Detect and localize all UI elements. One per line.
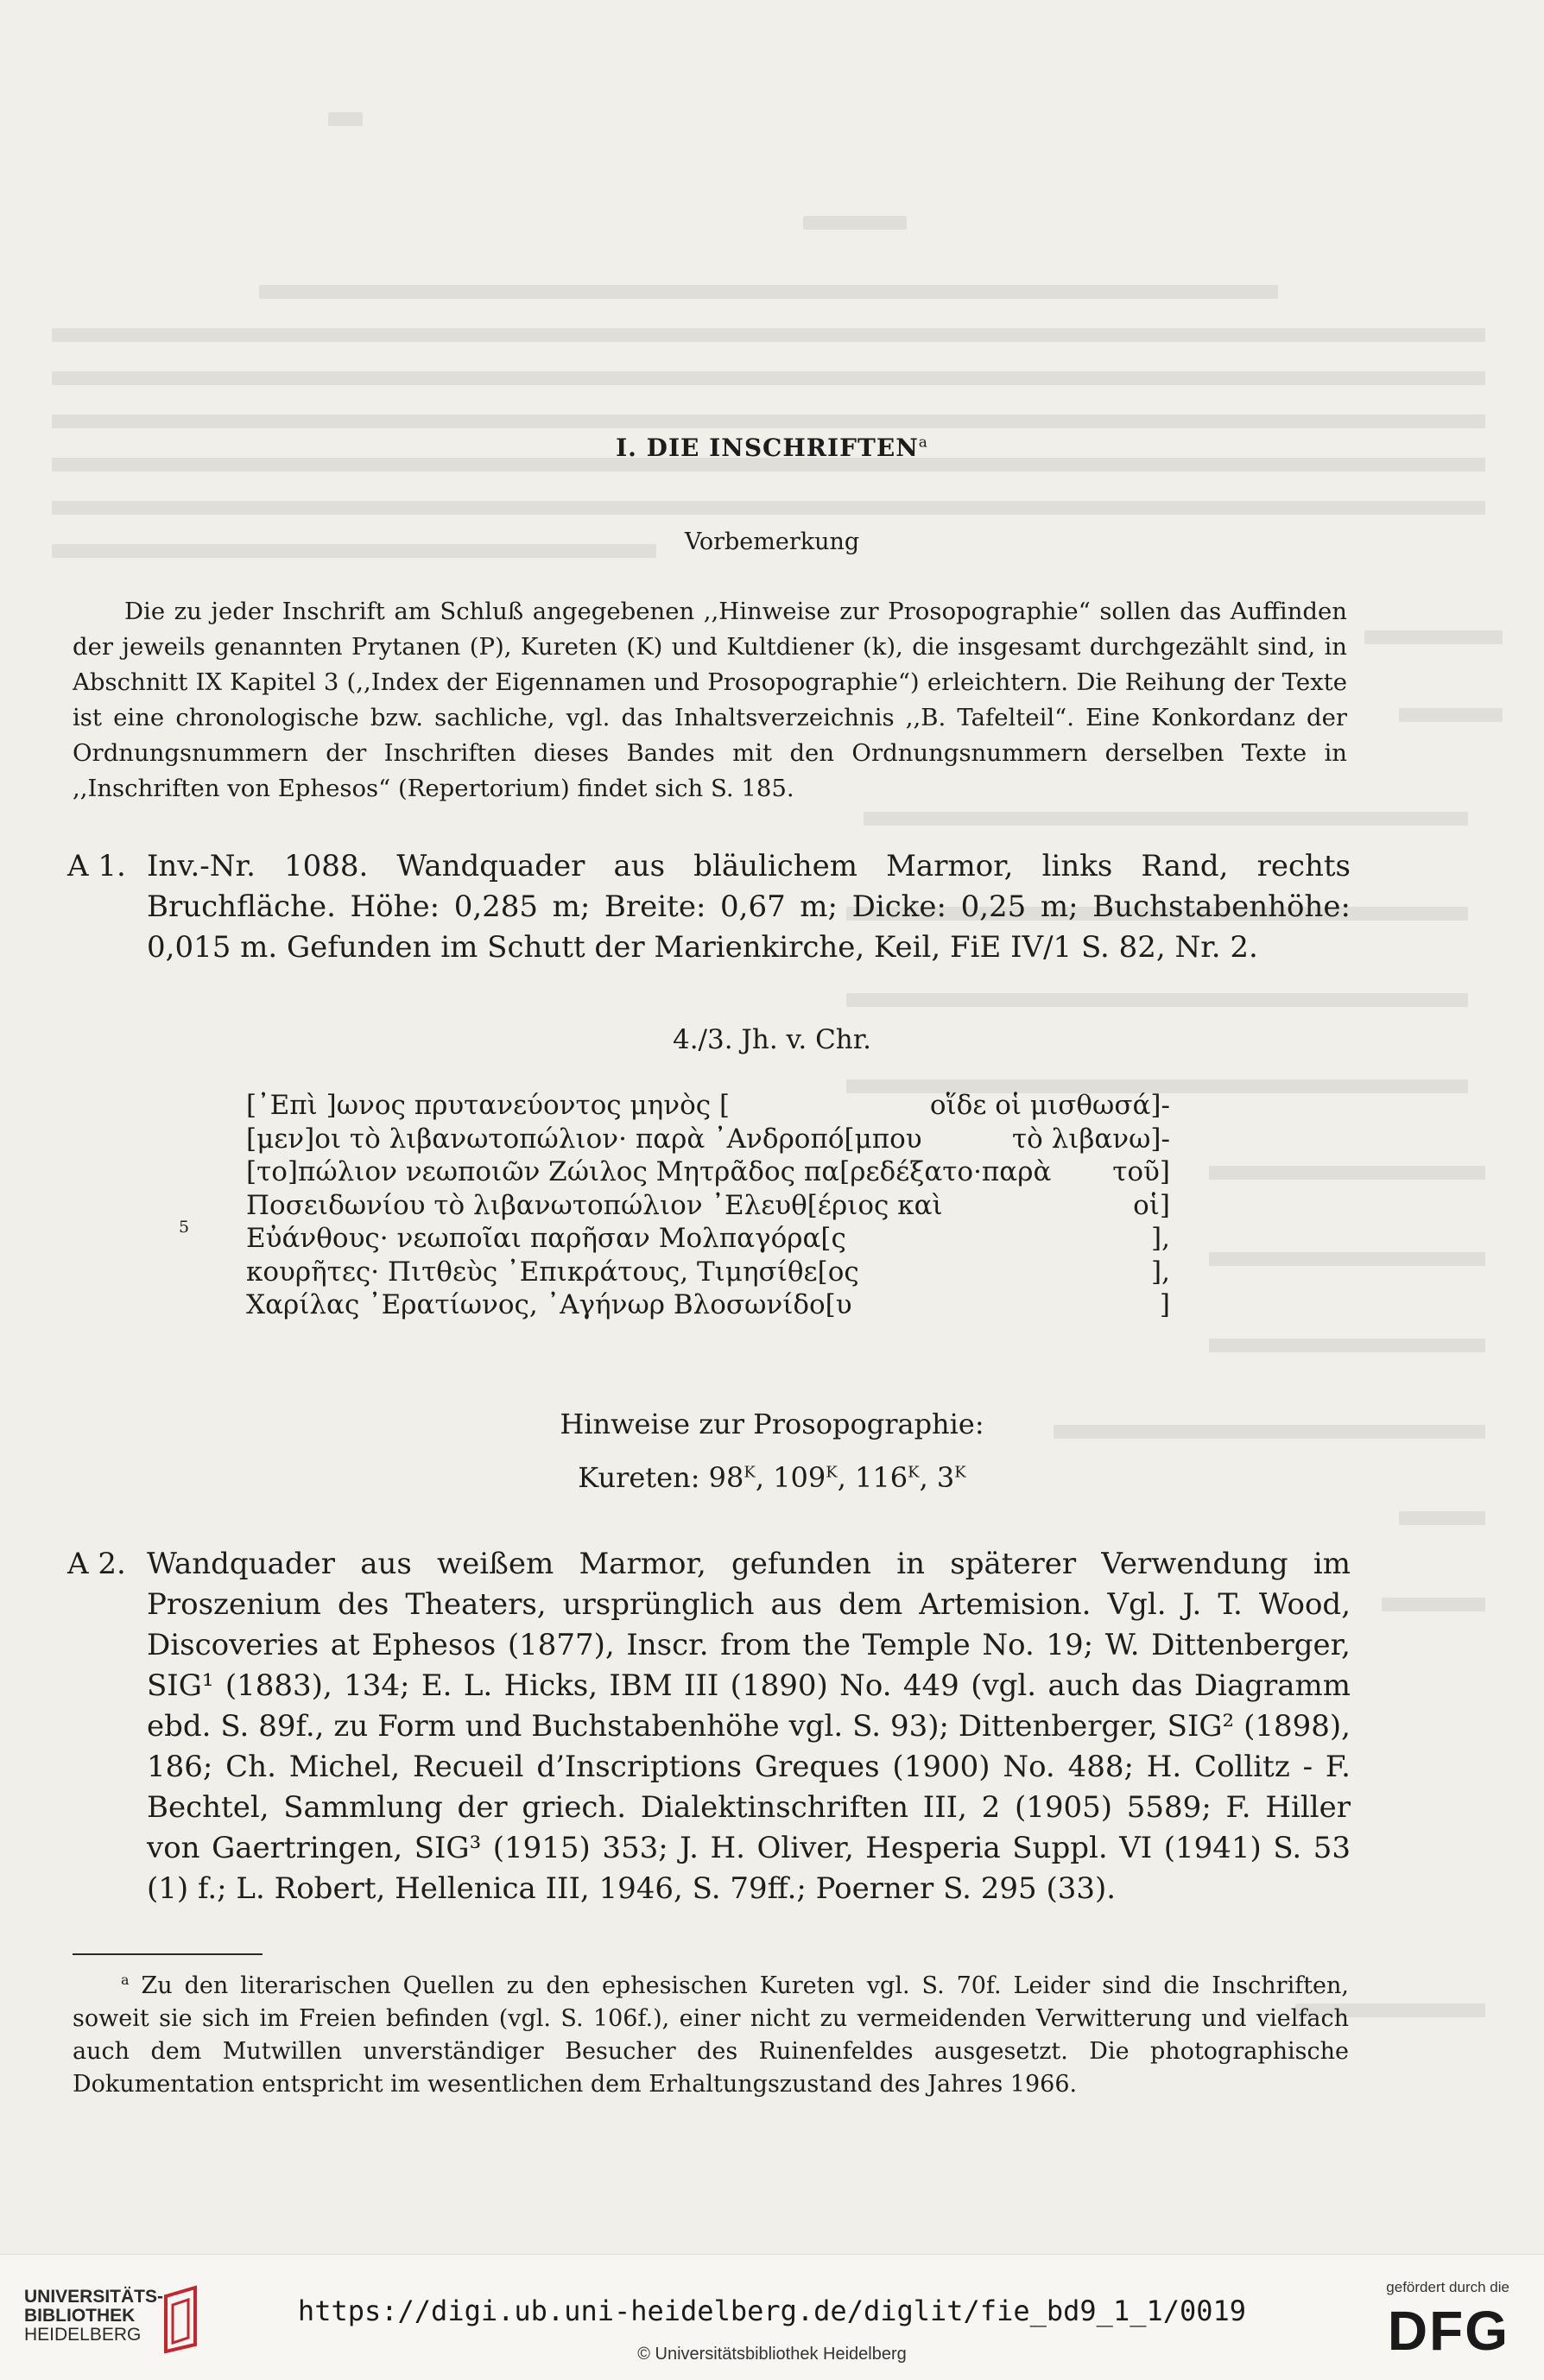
kureten-ref-number: 3 [936, 1461, 955, 1494]
kureten-ref-type: K [954, 1463, 966, 1482]
inscription-line [179, 1218, 1170, 1256]
entry-description: Inv.-Nr. 1088. Wandquader aus bläulichem Marmor, links Rand, rechts Bruchfläche. Höhe: 0,285 m; Breite: 0,67 m; Dicke: 0,25 m; Buchstabenhöhe: 0,015 m. Gefunden im Schutt der Marienkirche, Keil, FiE IV/1 S. 82, Nr. 2. [147, 849, 1351, 965]
kureten-ref-number: 98 [708, 1461, 744, 1494]
inscription-line [246, 1256, 1170, 1290]
footnote-mark: a [121, 1972, 130, 1988]
kureten-ref-type: K [744, 1463, 756, 1482]
inscription-line-right: οἱ] [1133, 1189, 1170, 1221]
inscription-line-left: [᾿Επὶ ]ωνος πρυτανεύοντος μηνὸς [ [246, 1090, 731, 1121]
inscription-line-left: [το]πώλιον νεωποιῶν Ζώιλος Μητρᾶδος πα[ρεδέξατο·παρὰ [246, 1156, 1052, 1187]
kureten-ref-number: 116 [855, 1461, 908, 1494]
permalink-url[interactable]: https://digi.ub.uni-heidelberg.de/diglit/fie_bd9_1_1/0019 [297, 2295, 1247, 2327]
inscription-line-right: τοῦ] [1112, 1156, 1170, 1187]
section-title [0, 434, 1544, 462]
inscription-line [246, 1156, 1170, 1190]
inscription-line-right: ], [1151, 1223, 1170, 1254]
kureten-ref: $116^K$, [855, 1461, 928, 1494]
funding-label: gefördert durch die [1386, 2279, 1509, 2295]
intro-text: Die zu jeder Inschrift am Schluß angegebenen ,,Hinweise zur Prosopographie“ sollen das Auffinden der jeweils genannten Prytanen (P), Kureten (K) und Kultdiener (k), die insgesamt durchgezählt sind, in Abschnitt IX Kapitel 3 (,,Index der Eigennamen und Prosopographie“) erleichtern. Die Reihung der Texte ist eine chronologische bzw. sachliche, vgl. das Inhaltsverzeichnis ,,B. Tafelteil“. Eine Konkordanz der Ordnungsnummern der Inschriften dieses Bandes mit den Ordnungsnummern derselben Texte in ,,Inschriften von Ephesos“ (Repertorium) findet sich S. 185. [73, 598, 1347, 802]
library-name-line2: BIBLIOTHEK [24, 2306, 136, 2326]
copyright-notice: © Universitätsbibliothek Heidelberg [637, 2345, 907, 2364]
section-title-text: I. DIE INSCHRIFTEN [616, 434, 919, 462]
footnote-marker: a [918, 434, 928, 452]
inscription-line [246, 1124, 1170, 1157]
inscription-line-left: Ποσειδωνίου τὸ λιβανωτοπώλιον ᾿Ελευθ[έριος καὶ [246, 1189, 943, 1221]
inscription-line-right: οἵδε οἱ μισθωσά]- [929, 1090, 1170, 1121]
library-name-line3: HEIDELBERG [24, 2325, 142, 2345]
inscription-line-right: ], [1151, 1256, 1170, 1288]
inscription-date: 4./3. Jh. v. Chr. [672, 1024, 872, 1055]
section-subtitle: Vorbemerkung [684, 529, 860, 555]
kureten-label: Kureten: [578, 1461, 700, 1494]
entry-number: A 1. [67, 849, 126, 883]
entry-number: A 2. [67, 1547, 126, 1581]
inscription-line-right: ] [1159, 1289, 1170, 1320]
kureten-ref-type: K [908, 1463, 920, 1482]
inscription-line-left: κουρῆτες· Πιτθεὺς ᾿Επικράτους, Τιμησίθε[ος [246, 1256, 859, 1288]
kureten-ref [928, 1461, 966, 1494]
intro-paragraph [73, 594, 1347, 807]
entry-description: Wandquader aus weißem Marmor, gefunden in späterer Verwendung im Proszenium des Theaters, ursprünglich aus dem Artemision. Vgl. J. T. Wood, Discoveries at Ephesos (1877), Inscr. from the Temple No. 19; W. Dittenberger, SIG¹ (1883), 134; E. L. Hicks, IBM III (1890) No. 449 (vgl. auch das Diagramm ebd. S. 89f., zu Form und Buchstabenhöhe vgl. S. 93); Dittenberger, SIG² (1898), 186; Ch. Michel, Recueil d’Inscriptions Greques (1900) No. 488; H. Collitz - F. Bechtel, Sammlung der griech. Dialektinschriften III, 2 (1905) 5589; F. Hiller von Gaertringen, SIG³ (1915) 353; J. H. Oliver, Hesperia Suppl. VI (1941) S. 53 (1) f.; L. Robert, Hellenica III, 1946, S. 79ff.; Poerner S. 295 (33). [147, 1547, 1351, 1906]
entry-a2 [67, 1544, 1351, 1909]
line-number: 5 [179, 1218, 190, 1237]
prosopography-heading: Hinweise zur Prosopographie: [560, 1408, 984, 1440]
viewer-footer [0, 2254, 1544, 2380]
kureten-ref-number: 109 [773, 1461, 826, 1494]
footnote-rule [73, 1953, 263, 1955]
kureten-ref: $98^K$, [708, 1461, 764, 1494]
kureten-list [709, 1461, 966, 1494]
inscription-line-left: [μεν]οι τὸ λιβανωτοπώλιον· παρὰ ᾿Ανδροπό[μπου [246, 1123, 922, 1155]
inscription-line-right: τὸ λιβανω]- [1011, 1123, 1170, 1155]
footnote [73, 1964, 1349, 2101]
footnote-text: Zu den literarischen Quellen zu den ephesischen Kureten vgl. S. 70f. Leider sind die Inschriften, soweit sie sich im Freien befinden (vgl. S. 106f.), einer nicht zu vermeidenden Verwitterung und vielfach auch dem Mutwillen unverständiger Besucher des Ruinenfeldes ausgesetzt. Die photographische Dokumentation entspricht im wesentlichen dem Erhaltungszustand des Jahres 1966. [73, 1972, 1349, 2098]
dfg-logo[interactable]: DFG [1387, 2300, 1509, 2362]
kureten-ref-type: K [826, 1463, 838, 1482]
entry-a1 [67, 846, 1351, 968]
inscription-line [246, 1090, 1170, 1124]
kureten-references [0, 1461, 1544, 1494]
inscription-line [246, 1289, 1170, 1323]
library-name-line1: UNIVERSITÄTS- [24, 2287, 164, 2307]
kureten-ref: $109^K$, [773, 1461, 846, 1494]
inscription-line-left: Εὐάνθους· νεωποῖαι παρῆσαν Μολπαγόρα[ς [246, 1223, 846, 1254]
inscription-line-left: Χαρίλας ᾿Ερατίωνος, ᾿Αγήνωρ Βλοσωνίδο[υ [246, 1289, 852, 1320]
greek-inscription [179, 1090, 1170, 1323]
inscription-line [246, 1190, 1170, 1224]
